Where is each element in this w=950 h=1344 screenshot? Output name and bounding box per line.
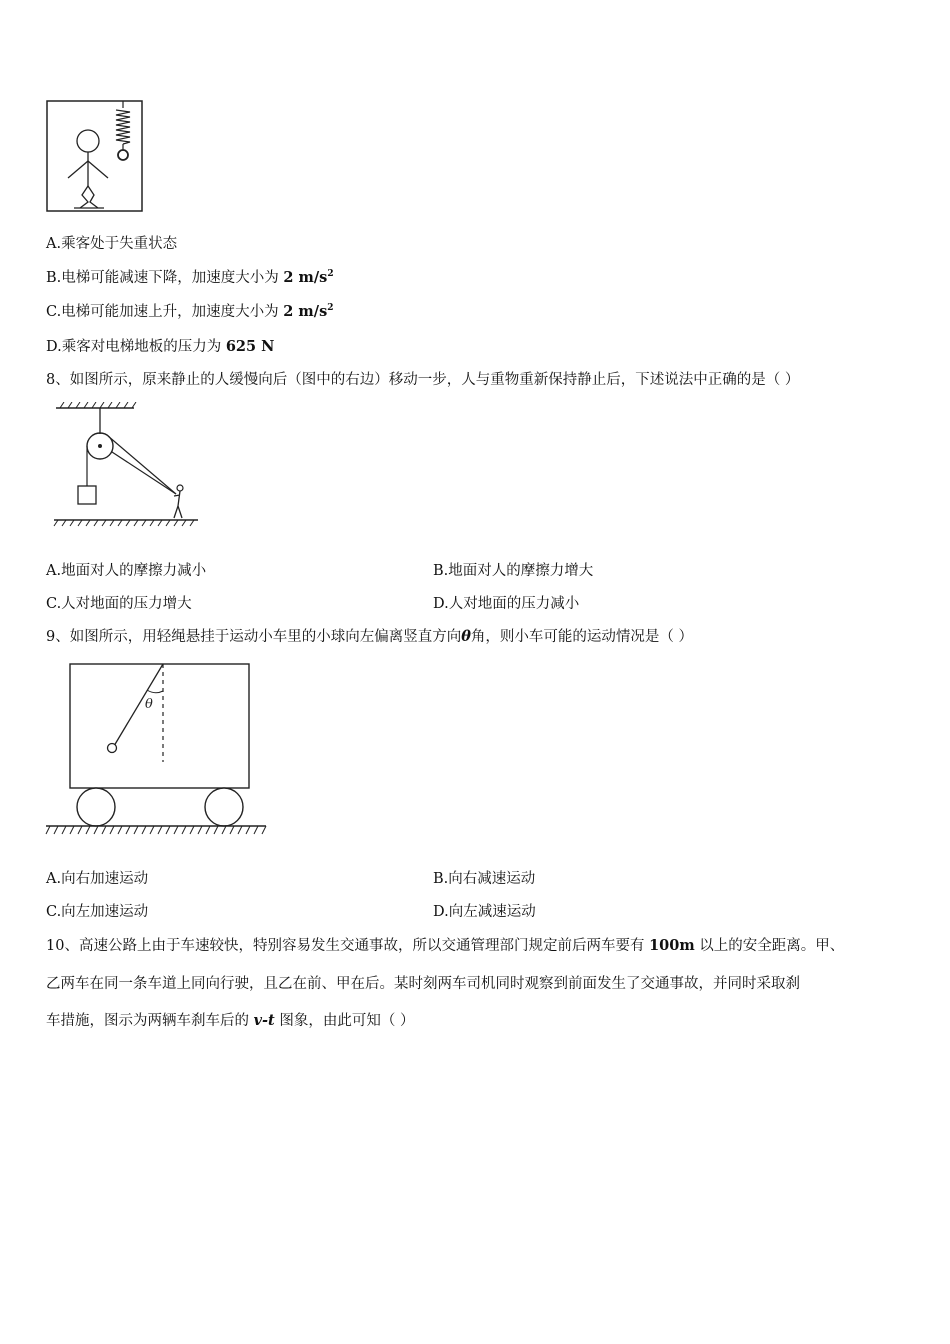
q10-line-3: 车措施，图示为两辆车刹车后的 v-t 图象，由此可知（ ） [46, 1012, 415, 1029]
q10-line-2: 乙两车在同一条车道上同向行驶，且乙在前、甲在后。某时刻两车司机同时观察到前面发生了交通事故，并同时采取刹 [46, 976, 800, 992]
cart-figure [44, 660, 270, 840]
q8-stem: 8、如图所示，原来静止的人缓慢向后（图中的右边）移动一步，人与重物重新保持静止后，下述说法中正确的是（ ） [46, 372, 800, 388]
q8-option-a: A.地面对人的摩擦力减小 [46, 563, 207, 579]
elevator-figure [44, 98, 148, 214]
q9-option-d: D.向左减速运动 [433, 904, 536, 920]
q9-option-c: C.向左加速运动 [46, 904, 149, 920]
q9-option-a: A.向右加速运动 [46, 871, 149, 887]
q9-option-b: B.向右减速运动 [433, 871, 536, 887]
q7-option-d: D.乘客对电梯地板的压力为 625 N [46, 338, 275, 355]
q7-option-a: A.乘客处于失重状态 [46, 236, 178, 252]
theta-label: θ [145, 697, 153, 712]
q8-option-c: C.人对地面的压力增大 [46, 596, 192, 612]
q8-option-b: B.地面对人的摩擦力增大 [433, 563, 594, 579]
q9-stem: 9、如图所示，用轻绳悬挂于运动小车里的小球向左偏离竖直方向θ角，则小车可能的运动情况是（ ） [46, 628, 694, 645]
q8-option-d: D.人对地面的压力减小 [433, 596, 580, 612]
pulley-figure [50, 402, 202, 530]
q7-option-b: B.电梯可能减速下降，加速度大小为 2 $m/s^2$ [46, 269, 334, 286]
q7-option-c: C.电梯可能加速上升，加速度大小为 2 $m/s^2$ [46, 303, 334, 320]
q10-line-1: 10、高速公路上由于车速较快，特别容易发生交通事故，所以交通管理部门规定前后两车要有 100m 以上的安全距离。甲、 [46, 937, 845, 954]
